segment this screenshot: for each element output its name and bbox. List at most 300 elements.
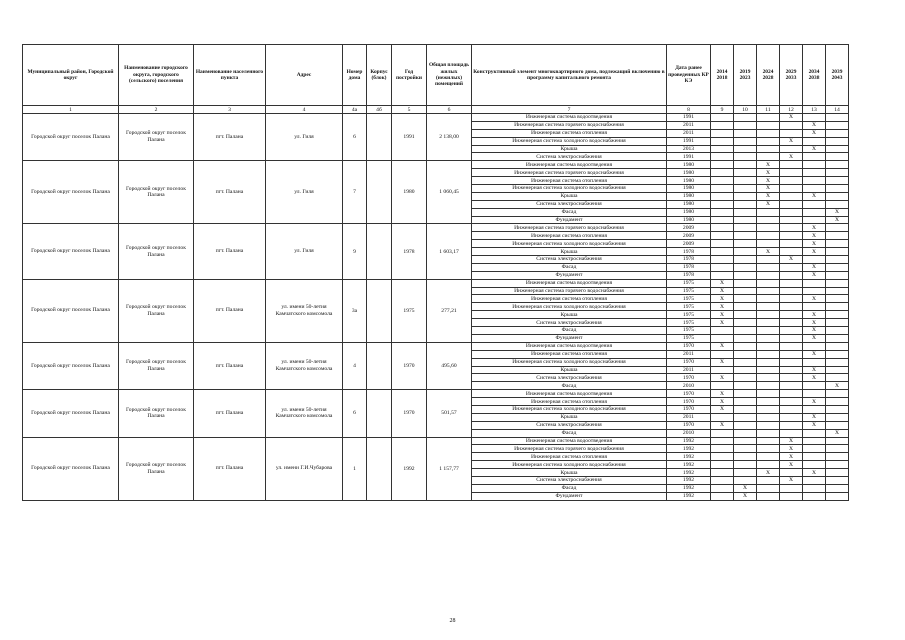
period-mark: X (780, 137, 803, 145)
house-area: 1 060,45 (427, 161, 472, 224)
period-mark (734, 413, 757, 421)
element-prior-repair-date: 1980 (667, 208, 711, 216)
period-mark (711, 382, 734, 390)
period-mark (757, 366, 780, 374)
period-mark (826, 224, 849, 232)
element-prior-repair-date: 1975 (667, 311, 711, 319)
element-name: Крыша (472, 248, 667, 256)
period-mark: X (803, 413, 826, 421)
element-name: Инженерная система водоотведения (472, 390, 667, 398)
element-prior-repair-date: 1970 (667, 342, 711, 350)
house-build-year: 1970 (392, 390, 427, 437)
house-municipality: Городской округ поселок Палана (119, 224, 194, 279)
element-prior-repair-date: 1970 (667, 390, 711, 398)
period-mark (757, 453, 780, 461)
header-period-2019: 2019 2023 (734, 45, 757, 106)
house-number: 1 (343, 437, 367, 500)
column-number: 3 (194, 106, 266, 114)
house-number: 3а (343, 279, 367, 342)
element-prior-repair-date: 1992 (667, 445, 711, 453)
period-mark (780, 311, 803, 319)
period-mark: X (711, 405, 734, 413)
period-mark (803, 445, 826, 453)
element-prior-repair-date: 2010 (667, 429, 711, 437)
element-name: Инженерная система водоотведения (472, 161, 667, 169)
period-mark (711, 366, 734, 374)
element-prior-repair-date: 2011 (667, 121, 711, 129)
period-mark (780, 366, 803, 374)
element-prior-repair-date: 1978 (667, 263, 711, 271)
period-mark (826, 263, 849, 271)
period-mark (734, 469, 757, 477)
element-prior-repair-date: 1980 (667, 185, 711, 193)
period-mark (757, 327, 780, 335)
table-row (23, 437, 849, 445)
house-block (367, 161, 392, 224)
period-mark (711, 224, 734, 232)
element-name: Инженерная система холодного водоснабжения (472, 358, 667, 366)
period-mark: X (803, 295, 826, 303)
period-mark (711, 185, 734, 193)
period-mark (826, 437, 849, 445)
period-mark: X (826, 382, 849, 390)
period-mark (711, 200, 734, 208)
house-district: Городской округ поселок Палана (23, 114, 119, 161)
period-mark (711, 327, 734, 335)
period-mark (757, 263, 780, 271)
period-mark (711, 208, 734, 216)
period-mark (711, 271, 734, 279)
house-settlement: пгт. Палана (194, 279, 266, 342)
house-build-year: 1991 (392, 114, 427, 161)
period-mark (711, 350, 734, 358)
period-mark (757, 382, 780, 390)
period-mark: X (711, 342, 734, 350)
element-name: Система электроснабжения (472, 319, 667, 327)
element-name: Фундамент (472, 334, 667, 342)
period-mark (826, 413, 849, 421)
house-build-year: 1980 (392, 161, 427, 224)
element-name: Инженерная система водоотведения (472, 437, 667, 445)
period-mark: X (711, 311, 734, 319)
period-mark (734, 405, 757, 413)
period-mark (734, 145, 757, 153)
period-mark (757, 358, 780, 366)
period-mark (803, 256, 826, 264)
period-mark (780, 405, 803, 413)
table-row (23, 161, 849, 169)
period-mark: X (803, 232, 826, 240)
period-mark (757, 153, 780, 161)
period-mark (803, 342, 826, 350)
period-mark (826, 311, 849, 319)
period-mark (734, 137, 757, 145)
period-mark (757, 256, 780, 264)
period-mark: X (711, 390, 734, 398)
element-name: Система электроснабжения (472, 374, 667, 382)
column-number: 6 (427, 106, 472, 114)
period-mark: X (711, 319, 734, 327)
period-mark (711, 492, 734, 500)
house-build-year: 1970 (392, 342, 427, 389)
period-mark (734, 453, 757, 461)
column-number: 10 (734, 106, 757, 114)
house-settlement: пгт. Палана (194, 114, 266, 161)
period-mark (780, 279, 803, 287)
period-mark (757, 303, 780, 311)
period-mark: X (711, 398, 734, 406)
element-name: Фасад (472, 429, 667, 437)
period-mark (803, 200, 826, 208)
period-mark (734, 429, 757, 437)
element-prior-repair-date: 1980 (667, 200, 711, 208)
period-mark: X (826, 208, 849, 216)
period-mark (780, 232, 803, 240)
period-mark (711, 429, 734, 437)
element-name: Фасад (472, 263, 667, 271)
element-name: Инженерная система водоотведения (472, 342, 667, 350)
period-mark (711, 445, 734, 453)
period-mark (780, 208, 803, 216)
period-mark (826, 177, 849, 185)
house-district: Городской округ поселок Палана (23, 437, 119, 500)
element-name: Инженерная система холодного водоснабжения (472, 185, 667, 193)
element-name: Система электроснабжения (472, 256, 667, 264)
house-district: Городской округ поселок Палана (23, 224, 119, 279)
house-municipality: Городской округ поселок Палана (119, 114, 194, 161)
house-address: ул. имени 50-летия Камчатского комсомола (266, 390, 343, 437)
period-mark (780, 303, 803, 311)
period-mark (734, 437, 757, 445)
period-mark (757, 461, 780, 469)
period-mark: X (803, 271, 826, 279)
house-area: 2 138,00 (427, 114, 472, 161)
house-number: 9 (343, 224, 367, 279)
element-prior-repair-date: 1975 (667, 287, 711, 295)
period-mark: X (734, 492, 757, 500)
period-mark (780, 200, 803, 208)
period-mark (826, 185, 849, 193)
period-mark (826, 319, 849, 327)
element-name: Инженерная система водоотведения (472, 279, 667, 287)
table-row (23, 390, 849, 398)
house-address: ул. Гиля (266, 161, 343, 224)
period-mark (757, 421, 780, 429)
element-name: Система электроснабжения (472, 153, 667, 161)
period-mark (734, 208, 757, 216)
header-settlement: Наименование населенного пункта (194, 45, 266, 106)
house-district: Городской округ поселок Палана (23, 390, 119, 437)
house-settlement: пгт. Палана (194, 437, 266, 500)
house-settlement: пгт. Палана (194, 224, 266, 279)
period-mark (780, 390, 803, 398)
period-mark (757, 445, 780, 453)
element-prior-repair-date: 1980 (667, 169, 711, 177)
element-prior-repair-date: 1975 (667, 295, 711, 303)
period-mark (780, 224, 803, 232)
period-mark: X (711, 279, 734, 287)
period-mark (734, 319, 757, 327)
period-mark (734, 398, 757, 406)
period-mark (780, 287, 803, 295)
period-mark (711, 484, 734, 492)
column-number-row (23, 106, 849, 114)
period-mark (734, 153, 757, 161)
period-mark (826, 145, 849, 153)
column-number: 12 (780, 106, 803, 114)
house-settlement: пгт. Палана (194, 390, 266, 437)
element-name: Инженерная система горячего водоснабжения (472, 121, 667, 129)
element-prior-repair-date: 1978 (667, 271, 711, 279)
period-mark (803, 437, 826, 445)
period-mark (734, 461, 757, 469)
period-mark: X (803, 311, 826, 319)
element-prior-repair-date: 2011 (667, 350, 711, 358)
column-number: 4а (343, 106, 367, 114)
house-block (367, 342, 392, 389)
period-mark (734, 224, 757, 232)
period-mark: X (803, 327, 826, 335)
element-name: Инженерная система горячего водоснабжения (472, 224, 667, 232)
element-name: Крыша (472, 413, 667, 421)
period-mark (803, 453, 826, 461)
header-block: Корпус (блок) (367, 45, 392, 106)
period-mark (826, 137, 849, 145)
element-prior-repair-date: 1970 (667, 405, 711, 413)
period-mark (780, 358, 803, 366)
period-mark: X (780, 256, 803, 264)
column-number: 13 (803, 106, 826, 114)
period-mark (711, 169, 734, 177)
house-block (367, 279, 392, 342)
period-mark: X (803, 398, 826, 406)
element-prior-repair-date: 1975 (667, 334, 711, 342)
period-mark (826, 153, 849, 161)
period-mark (826, 248, 849, 256)
period-mark (803, 382, 826, 390)
period-mark (757, 287, 780, 295)
period-mark: X (803, 350, 826, 358)
period-mark (734, 334, 757, 342)
period-mark: X (803, 192, 826, 200)
period-mark (734, 263, 757, 271)
period-mark (803, 484, 826, 492)
element-prior-repair-date: 1970 (667, 398, 711, 406)
element-name: Инженерная система горячего водоснабжения (472, 169, 667, 177)
house-build-year: 1975 (392, 279, 427, 342)
period-mark (780, 240, 803, 248)
period-mark (711, 256, 734, 264)
period-mark (757, 334, 780, 342)
period-mark (757, 350, 780, 358)
period-mark (780, 398, 803, 406)
period-mark (803, 114, 826, 122)
period-mark (803, 287, 826, 295)
period-mark: X (826, 429, 849, 437)
period-mark (780, 145, 803, 153)
column-number: 2 (119, 106, 194, 114)
period-mark: X (803, 129, 826, 137)
period-mark: X (757, 469, 780, 477)
element-name: Инженерная система отопления (472, 350, 667, 358)
element-prior-repair-date: 1992 (667, 453, 711, 461)
header-area: Общая площадь жилых (нежилых) помещений (427, 45, 472, 106)
element-prior-repair-date: 1992 (667, 484, 711, 492)
house-area: 277,21 (427, 279, 472, 342)
period-mark (711, 453, 734, 461)
element-name: Инженерная система отопления (472, 232, 667, 240)
period-mark (734, 390, 757, 398)
period-mark (734, 374, 757, 382)
element-prior-repair-date: 1970 (667, 358, 711, 366)
period-mark (803, 208, 826, 216)
period-mark (826, 240, 849, 248)
period-mark (803, 137, 826, 145)
element-name: Фасад (472, 327, 667, 335)
element-name: Инженерная система холодного водоснабжения (472, 240, 667, 248)
period-mark: X (803, 334, 826, 342)
house-number: 7 (343, 161, 367, 224)
house-area: 495,60 (427, 342, 472, 389)
element-name: Крыша (472, 366, 667, 374)
element-prior-repair-date: 2013 (667, 145, 711, 153)
period-mark (803, 492, 826, 500)
header-house-number: Номер дома (343, 45, 367, 106)
column-number: 5 (392, 106, 427, 114)
period-mark: X (757, 200, 780, 208)
period-mark (757, 492, 780, 500)
element-prior-repair-date: 1975 (667, 327, 711, 335)
period-mark (734, 248, 757, 256)
house-municipality: Городской округ поселок Палана (119, 161, 194, 224)
element-prior-repair-date: 2009 (667, 232, 711, 240)
table-row (23, 342, 849, 350)
element-name: Система электроснабжения (472, 476, 667, 484)
period-mark: X (803, 240, 826, 248)
period-mark (734, 216, 757, 224)
element-name: Инженерная система отопления (472, 453, 667, 461)
period-mark (780, 429, 803, 437)
period-mark (734, 476, 757, 484)
period-mark (803, 153, 826, 161)
period-mark (826, 303, 849, 311)
element-prior-repair-date: 1970 (667, 421, 711, 429)
element-name: Фасад (472, 382, 667, 390)
period-mark: X (803, 469, 826, 477)
house-district: Городской округ поселок Палана (23, 161, 119, 224)
period-mark (734, 129, 757, 137)
period-mark: X (780, 153, 803, 161)
period-mark (826, 271, 849, 279)
period-mark (734, 256, 757, 264)
element-prior-repair-date: 1975 (667, 303, 711, 311)
period-mark (757, 476, 780, 484)
element-name: Инженерная система холодного водоснабжения (472, 303, 667, 311)
period-mark (780, 421, 803, 429)
period-mark: X (711, 295, 734, 303)
header-prior-repair-date: Дата ранее проведенных КР КЭ (667, 45, 711, 106)
house-number: 6 (343, 114, 367, 161)
period-mark (826, 287, 849, 295)
period-mark (734, 240, 757, 248)
element-prior-repair-date: 2009 (667, 240, 711, 248)
period-mark: X (803, 248, 826, 256)
house-settlement: пгт. Палана (194, 161, 266, 224)
house-build-year: 1992 (392, 437, 427, 500)
element-prior-repair-date: 1991 (667, 114, 711, 122)
period-mark (826, 390, 849, 398)
period-mark (826, 461, 849, 469)
period-mark (826, 421, 849, 429)
period-mark (826, 327, 849, 335)
period-mark (803, 429, 826, 437)
column-number: 8 (667, 106, 711, 114)
page-number: 28 (449, 618, 456, 624)
period-mark: X (757, 248, 780, 256)
house-district: Городской округ поселок Палана (23, 279, 119, 342)
period-mark (780, 263, 803, 271)
period-mark (734, 200, 757, 208)
period-mark (711, 121, 734, 129)
period-mark (780, 413, 803, 421)
period-mark (780, 319, 803, 327)
period-mark (780, 382, 803, 390)
period-mark: X (803, 263, 826, 271)
period-mark (780, 271, 803, 279)
period-mark (711, 232, 734, 240)
period-mark (734, 169, 757, 177)
period-mark (780, 492, 803, 500)
element-prior-repair-date: 2011 (667, 366, 711, 374)
element-prior-repair-date: 1991 (667, 137, 711, 145)
element-prior-repair-date: 1980 (667, 177, 711, 185)
element-name: Инженерная система водоотведения (472, 114, 667, 122)
period-mark: X (780, 445, 803, 453)
period-mark (826, 484, 849, 492)
period-mark (803, 303, 826, 311)
element-name: Крыша (472, 311, 667, 319)
period-mark (826, 445, 849, 453)
period-mark (780, 129, 803, 137)
period-mark (826, 114, 849, 122)
period-mark (826, 121, 849, 129)
period-mark (803, 279, 826, 287)
period-mark (826, 358, 849, 366)
period-mark: X (780, 453, 803, 461)
period-mark (780, 374, 803, 382)
element-name: Фундамент (472, 216, 667, 224)
period-mark (826, 232, 849, 240)
period-mark (757, 129, 780, 137)
element-prior-repair-date: 1980 (667, 216, 711, 224)
period-mark (780, 177, 803, 185)
period-mark (734, 350, 757, 358)
period-mark (826, 453, 849, 461)
period-mark (826, 200, 849, 208)
period-mark (780, 295, 803, 303)
period-mark (734, 327, 757, 335)
period-mark: X (757, 192, 780, 200)
period-mark (711, 192, 734, 200)
element-name: Крыша (472, 145, 667, 153)
period-mark (711, 334, 734, 342)
period-mark: X (803, 421, 826, 429)
element-prior-repair-date: 1992 (667, 476, 711, 484)
period-mark (780, 469, 803, 477)
period-mark (757, 240, 780, 248)
element-prior-repair-date: 1978 (667, 248, 711, 256)
period-mark (780, 350, 803, 358)
